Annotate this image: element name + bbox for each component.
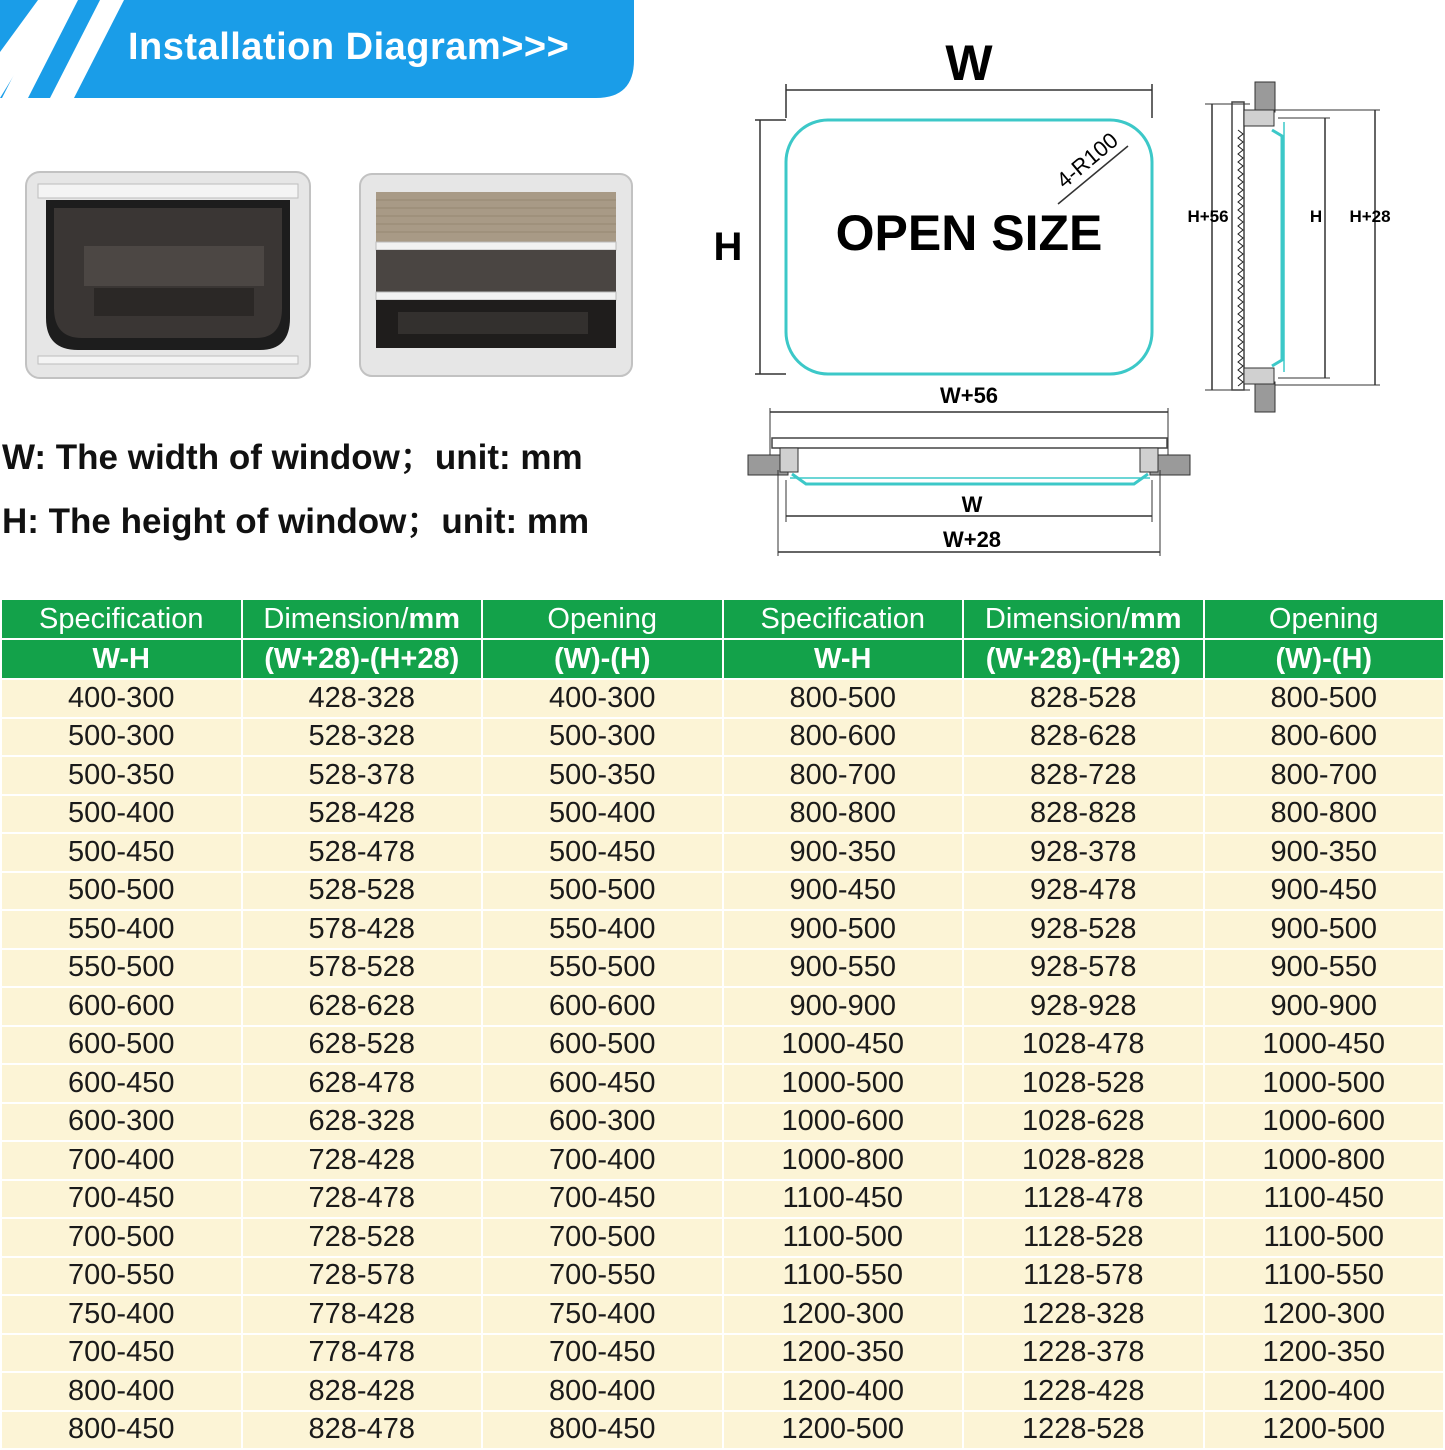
table-cell: 800-700 [1204, 756, 1445, 795]
table-cell: 1000-600 [1204, 1103, 1445, 1142]
table-cell: 800-700 [723, 756, 964, 795]
table-row [1, 756, 1444, 795]
table-row [1, 987, 1444, 1026]
table-cell: 500-400 [482, 795, 723, 834]
table-cell: 528-328 [242, 718, 483, 757]
table-cell: 528-378 [242, 756, 483, 795]
table-row [1, 1103, 1444, 1142]
table-cell: 1200-300 [1204, 1295, 1445, 1334]
table-cell: 1000-450 [723, 1026, 964, 1065]
table-cell: 628-628 [242, 987, 483, 1026]
table-cell: 500-500 [482, 872, 723, 911]
side-outer-label: H+56 [1187, 207, 1229, 226]
table-cell: 700-450 [1, 1334, 242, 1373]
table-cell: 700-500 [482, 1218, 723, 1257]
table-cell: 1200-400 [1204, 1372, 1445, 1411]
table-cell: 800-600 [1204, 718, 1445, 757]
table-cell: 1028-478 [963, 1026, 1204, 1065]
table-body [1, 679, 1444, 1449]
col-spec-formula: W-H [1, 639, 242, 679]
table-cell: 1100-550 [1204, 1257, 1445, 1296]
table-row [1, 872, 1444, 911]
table-row [1, 1372, 1444, 1411]
table-cell: 728-528 [242, 1218, 483, 1257]
table-cell: 500-500 [1, 872, 242, 911]
width-legend: W: The width of window；unit: mm [2, 438, 583, 477]
side-inner-label: H [1309, 207, 1323, 226]
table-cell: 628-328 [242, 1103, 483, 1142]
table-cell: 1228-428 [963, 1372, 1204, 1411]
table-cell: 700-550 [1, 1257, 242, 1296]
table-row [1, 1180, 1444, 1219]
side-frame-label: H+28 [1349, 207, 1391, 226]
width-dimension-label: W [945, 35, 993, 91]
col-opening-formula-2: (W)-(H) [1204, 639, 1445, 679]
bottom-outer-label: W+56 [939, 383, 999, 408]
table-cell: 928-528 [963, 910, 1204, 949]
side-section-view [1187, 82, 1390, 412]
table-cell: 1100-450 [723, 1180, 964, 1219]
table-cell: 1100-450 [1204, 1180, 1445, 1219]
table-cell: 578-428 [242, 910, 483, 949]
table-cell: 600-600 [482, 987, 723, 1026]
table-cell: 500-400 [1, 795, 242, 834]
table-cell: 578-528 [242, 949, 483, 988]
table-cell: 828-728 [963, 756, 1204, 795]
table-cell: 800-500 [723, 679, 964, 718]
table-cell: 600-600 [1, 987, 242, 1026]
table-cell: 500-450 [1, 833, 242, 872]
size-table [0, 598, 1445, 1445]
table-cell: 828-628 [963, 718, 1204, 757]
col-spec-header-2: Specification [723, 599, 964, 639]
table-cell: 900-900 [723, 987, 964, 1026]
table-cell: 728-478 [242, 1180, 483, 1219]
table-cell: 1128-478 [963, 1180, 1204, 1219]
table-row [1, 718, 1444, 757]
table-cell: 1000-800 [1204, 1141, 1445, 1180]
table-cell: 1028-628 [963, 1103, 1204, 1142]
table-cell: 728-578 [242, 1257, 483, 1296]
table-row [1, 1026, 1444, 1065]
table-cell: 928-478 [963, 872, 1204, 911]
header-row-1 [1, 599, 1444, 639]
table-cell: 1200-300 [723, 1295, 964, 1334]
table-cell: 900-500 [1204, 910, 1445, 949]
table-cell: 800-800 [723, 795, 964, 834]
table-cell: 700-450 [1, 1180, 242, 1219]
table-cell: 900-550 [1204, 949, 1445, 988]
table-cell: 1128-578 [963, 1257, 1204, 1296]
table-cell: 828-478 [242, 1411, 483, 1450]
bottom-section-view [748, 383, 1190, 556]
table-cell: 1128-528 [963, 1218, 1204, 1257]
table-row [1, 1334, 1444, 1373]
table-cell: 1200-500 [1204, 1411, 1445, 1450]
table-cell: 778-428 [242, 1295, 483, 1334]
height-dimension-label: H [713, 225, 743, 269]
table-cell: 600-450 [1, 1064, 242, 1103]
table-cell: 700-550 [482, 1257, 723, 1296]
height-legend: H: The height of window；unit: mm [2, 502, 590, 541]
table-cell: 900-450 [1204, 872, 1445, 911]
table-row [1, 949, 1444, 988]
header-banner [0, 0, 634, 98]
table-cell: 500-300 [482, 718, 723, 757]
table-cell: 550-400 [1, 910, 242, 949]
col-spec-header: Specification [1, 599, 242, 639]
table-cell: 1200-350 [723, 1334, 964, 1373]
table-cell: 800-450 [1, 1411, 242, 1450]
table-cell: 1200-400 [723, 1372, 964, 1411]
table-row [1, 1295, 1444, 1334]
table-cell: 628-478 [242, 1064, 483, 1103]
table-cell: 928-378 [963, 833, 1204, 872]
table-row [1, 1411, 1444, 1450]
col-spec-formula-2: W-H [723, 639, 964, 679]
col-dimension-header: Dimension/mm [242, 599, 483, 639]
table-cell: 900-550 [723, 949, 964, 988]
table-row [1, 679, 1444, 718]
table-cell: 1228-378 [963, 1334, 1204, 1373]
col-opening-header-2: Opening [1204, 599, 1445, 639]
table-cell: 828-528 [963, 679, 1204, 718]
installation-diagram [690, 20, 1410, 565]
table-cell: 1228-328 [963, 1295, 1204, 1334]
table-row [1, 1141, 1444, 1180]
table-cell: 1200-500 [723, 1411, 964, 1450]
table-cell: 628-528 [242, 1026, 483, 1065]
table-cell: 550-400 [482, 910, 723, 949]
table-cell: 1100-500 [1204, 1218, 1445, 1257]
window-photo-blind [358, 172, 636, 380]
front-view [714, 35, 1152, 374]
banner-title: Installation Diagram>>> [128, 26, 570, 68]
table-cell: 828-828 [963, 795, 1204, 834]
col-dimension-formula-2: (W+28)-(H+28) [963, 639, 1204, 679]
table-cell: 800-400 [1, 1372, 242, 1411]
table-cell: 1000-500 [723, 1064, 964, 1103]
table-cell: 700-400 [482, 1141, 723, 1180]
table-cell: 500-350 [482, 756, 723, 795]
table-cell: 500-450 [482, 833, 723, 872]
table-cell: 1000-600 [723, 1103, 964, 1142]
table-cell: 428-328 [242, 679, 483, 718]
table-row [1, 795, 1444, 834]
table-cell: 1100-550 [723, 1257, 964, 1296]
header-row-2 [1, 639, 1444, 679]
table-cell: 1000-450 [1204, 1026, 1445, 1065]
table-cell: 600-300 [482, 1103, 723, 1142]
table-cell: 928-928 [963, 987, 1204, 1026]
table-cell: 700-400 [1, 1141, 242, 1180]
col-dimension-header-2: Dimension/mm [963, 599, 1204, 639]
table-cell: 1000-500 [1204, 1064, 1445, 1103]
table-cell: 700-450 [482, 1334, 723, 1373]
table-cell: 600-500 [482, 1026, 723, 1065]
table-cell: 900-500 [723, 910, 964, 949]
table-cell: 500-300 [1, 718, 242, 757]
table-cell: 600-500 [1, 1026, 242, 1065]
table-cell: 800-500 [1204, 679, 1445, 718]
table-cell: 1028-828 [963, 1141, 1204, 1180]
table-cell: 828-428 [242, 1372, 483, 1411]
table-cell: 800-600 [723, 718, 964, 757]
table-cell: 800-800 [1204, 795, 1445, 834]
table-cell: 928-578 [963, 949, 1204, 988]
table-cell: 700-500 [1, 1218, 242, 1257]
table-row [1, 910, 1444, 949]
table-cell: 1000-800 [723, 1141, 964, 1180]
table-cell: 728-428 [242, 1141, 483, 1180]
table-cell: 528-478 [242, 833, 483, 872]
table-cell: 900-350 [1204, 833, 1445, 872]
table-row [1, 1064, 1444, 1103]
table-cell: 750-400 [482, 1295, 723, 1334]
table-row [1, 1257, 1444, 1296]
table-cell: 528-528 [242, 872, 483, 911]
table-cell: 550-500 [1, 949, 242, 988]
table-cell: 750-400 [1, 1295, 242, 1334]
table-cell: 528-428 [242, 795, 483, 834]
table-cell: 400-300 [482, 679, 723, 718]
table-cell: 600-450 [482, 1064, 723, 1103]
table-cell: 800-450 [482, 1411, 723, 1450]
table-cell: 1028-528 [963, 1064, 1204, 1103]
table-cell: 1200-350 [1204, 1334, 1445, 1373]
table-cell: 800-400 [482, 1372, 723, 1411]
bottom-inner-label: W [961, 492, 983, 517]
corner-radius-label: 4-R100 [1051, 127, 1123, 194]
table-cell: 1100-500 [723, 1218, 964, 1257]
window-photo-open [24, 168, 314, 383]
open-size-label: OPEN SIZE [835, 205, 1103, 261]
table-cell: 700-450 [482, 1180, 723, 1219]
table-cell: 400-300 [1, 679, 242, 718]
table-cell: 900-350 [723, 833, 964, 872]
table-cell: 600-300 [1, 1103, 242, 1142]
col-opening-header: Opening [482, 599, 723, 639]
bottom-frame-label: W+28 [942, 527, 1002, 552]
table-row [1, 833, 1444, 872]
table-cell: 778-478 [242, 1334, 483, 1373]
col-opening-formula: (W)-(H) [482, 639, 723, 679]
table-cell: 550-500 [482, 949, 723, 988]
table-cell: 1228-528 [963, 1411, 1204, 1450]
col-dimension-formula: (W+28)-(H+28) [242, 639, 483, 679]
table-row [1, 1218, 1444, 1257]
table-cell: 900-450 [723, 872, 964, 911]
table-cell: 500-350 [1, 756, 242, 795]
table-cell: 900-900 [1204, 987, 1445, 1026]
